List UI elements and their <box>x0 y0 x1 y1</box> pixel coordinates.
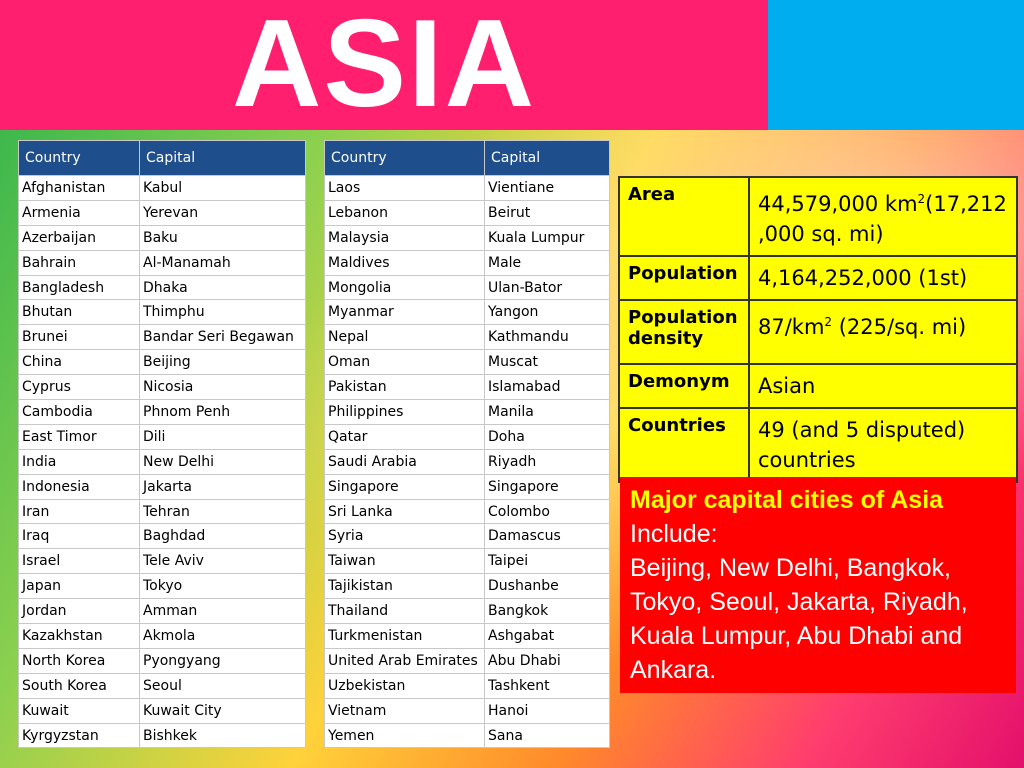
country-cell: Sri Lanka <box>325 499 485 524</box>
capital-cell: Vientiane <box>485 176 610 201</box>
table-row <box>325 524 610 549</box>
country-cell: Indonesia <box>19 474 140 499</box>
capital-cell: Hanoi <box>485 698 610 723</box>
capital-cell: Dhaka <box>140 275 306 300</box>
table-row <box>325 549 610 574</box>
table-row <box>19 624 306 649</box>
facts-row-density <box>619 300 1017 364</box>
capital-cell: Bangkok <box>485 599 610 624</box>
facts-row-demonym <box>619 364 1017 408</box>
table-row <box>19 300 306 325</box>
table-row <box>19 225 306 250</box>
country-cell: Malaysia <box>325 225 485 250</box>
density-value: 87/km <box>758 315 825 339</box>
country-cell: Turkmenistan <box>325 624 485 649</box>
table-row <box>19 250 306 275</box>
table-row <box>19 325 306 350</box>
country-cell: Kyrgyzstan <box>19 723 140 748</box>
capital-cell: Manila <box>485 400 610 425</box>
capital-cell: Thimphu <box>140 300 306 325</box>
table-row <box>19 449 306 474</box>
facts-label: Area <box>619 177 749 256</box>
facts-value: 49 (and 5 disputed) countries <box>749 408 1017 482</box>
capital-cell: Kabul <box>140 176 306 201</box>
column-header-capital: Capital <box>485 141 610 176</box>
country-cell: Oman <box>325 350 485 375</box>
capital-cell: Riyadh <box>485 449 610 474</box>
capital-cell: Beirut <box>485 200 610 225</box>
country-cell: Myanmar <box>325 300 485 325</box>
facts-row-area <box>619 177 1017 256</box>
country-cell: Iraq <box>19 524 140 549</box>
capital-cell: Seoul <box>140 673 306 698</box>
table-row <box>19 723 306 748</box>
country-cell: Bangladesh <box>19 275 140 300</box>
table-row <box>325 275 610 300</box>
capital-cell: Singapore <box>485 474 610 499</box>
country-cell: Pakistan <box>325 375 485 400</box>
country-cell: Kuwait <box>19 698 140 723</box>
major-capitals-box <box>620 477 1016 693</box>
country-cell: Thailand <box>325 599 485 624</box>
asia-facts-table <box>618 176 1018 483</box>
column-header-country: Country <box>325 141 485 176</box>
table-row <box>19 499 306 524</box>
header-blue-band <box>768 0 1024 130</box>
table-row <box>325 325 610 350</box>
capital-cell: Beijing <box>140 350 306 375</box>
table-row <box>325 574 610 599</box>
table-row <box>19 574 306 599</box>
table-row <box>325 176 610 201</box>
capital-cell: Yerevan <box>140 200 306 225</box>
capital-cell: Colombo <box>485 499 610 524</box>
area-value: 44,579,000 km <box>758 192 918 216</box>
table-row <box>19 524 306 549</box>
capital-cell: Amman <box>140 599 306 624</box>
slide-title: ASIA <box>231 0 537 133</box>
country-cell: Cambodia <box>19 400 140 425</box>
table-row <box>325 424 610 449</box>
table-row <box>325 673 610 698</box>
capital-cell: Dili <box>140 424 306 449</box>
table-row <box>19 549 306 574</box>
capital-cell: Sana <box>485 723 610 748</box>
table-row <box>325 200 610 225</box>
country-cell: Iran <box>19 499 140 524</box>
table-row <box>325 449 610 474</box>
capital-cell: Nicosia <box>140 375 306 400</box>
facts-value: 4,164,252,000 (1st) <box>749 256 1017 300</box>
facts-label: Countries <box>619 408 749 482</box>
country-cell: Taiwan <box>325 549 485 574</box>
facts-value <box>749 177 1017 256</box>
capital-cell: Tehran <box>140 499 306 524</box>
country-capital-table-right <box>324 140 610 748</box>
country-cell: Saudi Arabia <box>325 449 485 474</box>
capital-cell: Doha <box>485 424 610 449</box>
country-cell: Kazakhstan <box>19 624 140 649</box>
table-row <box>325 624 610 649</box>
capital-cell: New Delhi <box>140 449 306 474</box>
capital-cell: Tele Aviv <box>140 549 306 574</box>
table-row <box>19 275 306 300</box>
capital-cell: Bandar Seri Begawan <box>140 325 306 350</box>
major-capitals-list: Beijing, New Delhi, Bangkok, Tokyo, Seoul, Jakarta, Riyadh, Kuala Lumpur, Abu Dhabi and Ankara. <box>630 554 968 684</box>
country-cell: Singapore <box>325 474 485 499</box>
country-cell: Israel <box>19 549 140 574</box>
capital-cell: Kuala Lumpur <box>485 225 610 250</box>
country-cell: Vietnam <box>325 698 485 723</box>
capital-cell: Bishkek <box>140 723 306 748</box>
capital-cell: Pyongyang <box>140 648 306 673</box>
table-row <box>19 673 306 698</box>
table-row <box>19 400 306 425</box>
table-row <box>325 648 610 673</box>
capital-cell: Jakarta <box>140 474 306 499</box>
table-row <box>325 250 610 275</box>
country-cell: China <box>19 350 140 375</box>
country-cell: North Korea <box>19 648 140 673</box>
country-cell: South Korea <box>19 673 140 698</box>
capital-cell: Ashgabat <box>485 624 610 649</box>
major-capitals-intro: Include: <box>630 520 718 548</box>
capital-cell: Abu Dhabi <box>485 648 610 673</box>
country-cell: Cyprus <box>19 375 140 400</box>
country-cell: Bahrain <box>19 250 140 275</box>
facts-label: Demonym <box>619 364 749 408</box>
country-cell: Nepal <box>325 325 485 350</box>
table-row <box>325 474 610 499</box>
country-cell: Azerbaijan <box>19 225 140 250</box>
country-cell: East Timor <box>19 424 140 449</box>
table-row <box>19 698 306 723</box>
area-value-sq-mi: (17,212 ,000 sq. mi) <box>758 192 1007 246</box>
major-capitals-heading: Major capital cities of Asia <box>630 486 944 514</box>
country-cell: Yemen <box>325 723 485 748</box>
capital-cell: Akmola <box>140 624 306 649</box>
capital-cell: Ulan-Bator <box>485 275 610 300</box>
table-row <box>19 200 306 225</box>
table-row <box>19 648 306 673</box>
column-header-capital: Capital <box>140 141 306 176</box>
table-row <box>19 424 306 449</box>
country-cell: Maldives <box>325 250 485 275</box>
country-cell: Afghanistan <box>19 176 140 201</box>
country-cell: Mongolia <box>325 275 485 300</box>
capital-cell: Baku <box>140 225 306 250</box>
country-cell: United Arab Emirates <box>325 648 485 673</box>
capital-cell: Kathmandu <box>485 325 610 350</box>
facts-value <box>749 300 1017 364</box>
country-cell: Brunei <box>19 325 140 350</box>
table-row <box>325 375 610 400</box>
area-superscript: 2 <box>917 192 926 206</box>
country-cell: Laos <box>325 176 485 201</box>
capital-cell: Al-Manamah <box>140 250 306 275</box>
country-cell: Lebanon <box>325 200 485 225</box>
table-row <box>19 176 306 201</box>
country-cell: Armenia <box>19 200 140 225</box>
density-value-sq-mi: (225/sq. mi) <box>832 315 967 339</box>
country-capital-table-left <box>18 140 306 748</box>
capital-cell: Tokyo <box>140 574 306 599</box>
column-header-country: Country <box>19 141 140 176</box>
capital-cell: Muscat <box>485 350 610 375</box>
country-cell: Tajikistan <box>325 574 485 599</box>
facts-row-population <box>619 256 1017 300</box>
capital-cell: Baghdad <box>140 524 306 549</box>
capital-cell: Phnom Penh <box>140 400 306 425</box>
table-row <box>19 375 306 400</box>
capital-cell: Damascus <box>485 524 610 549</box>
capital-cell: Male <box>485 250 610 275</box>
density-superscript: 2 <box>824 315 833 329</box>
country-cell: Bhutan <box>19 300 140 325</box>
table-row <box>325 300 610 325</box>
facts-value: Asian <box>749 364 1017 408</box>
table-row <box>325 599 610 624</box>
country-cell: Japan <box>19 574 140 599</box>
country-cell: Syria <box>325 524 485 549</box>
capital-cell: Yangon <box>485 300 610 325</box>
country-cell: Jordan <box>19 599 140 624</box>
table-row <box>325 400 610 425</box>
table-row <box>325 350 610 375</box>
table-row <box>325 499 610 524</box>
country-cell: Qatar <box>325 424 485 449</box>
table-row <box>19 474 306 499</box>
capital-cell: Dushanbe <box>485 574 610 599</box>
facts-row-countries <box>619 408 1017 482</box>
table-row <box>325 225 610 250</box>
table-row <box>325 698 610 723</box>
capital-cell: Tashkent <box>485 673 610 698</box>
country-cell: Uzbekistan <box>325 673 485 698</box>
table-row <box>19 350 306 375</box>
facts-label: Population density <box>619 300 749 364</box>
table-row <box>325 723 610 748</box>
capital-cell: Taipei <box>485 549 610 574</box>
capital-cell: Kuwait City <box>140 698 306 723</box>
country-cell: India <box>19 449 140 474</box>
country-cell: Philippines <box>325 400 485 425</box>
capital-cell: Islamabad <box>485 375 610 400</box>
table-row <box>19 599 306 624</box>
facts-label: Population <box>619 256 749 300</box>
